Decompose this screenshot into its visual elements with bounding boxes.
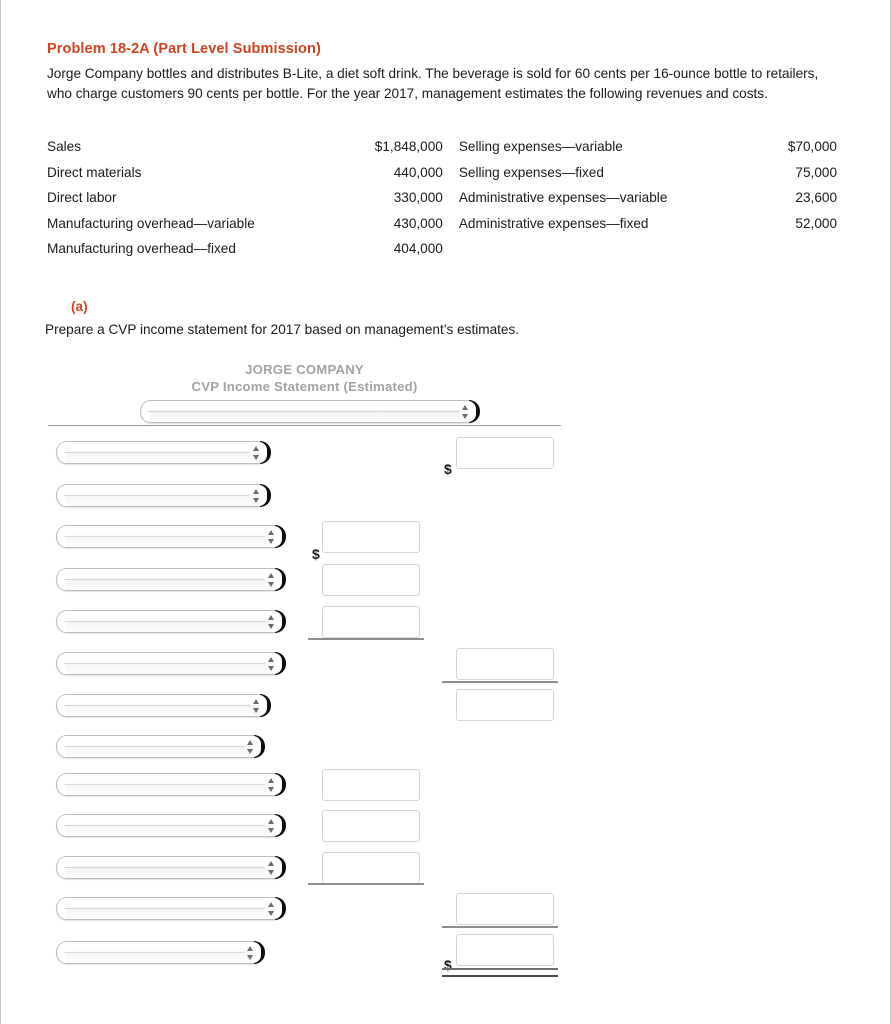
select-midline <box>64 867 265 868</box>
dollar-sign-1: $ <box>444 461 452 477</box>
amount-input-right-6[interactable] <box>456 648 554 680</box>
amount-input-right-1[interactable] <box>456 437 554 469</box>
table-row <box>47 185 837 211</box>
fact-label-left: Manufacturing overhead—variable <box>47 215 255 231</box>
subtotal-rule-mid-2 <box>308 883 424 885</box>
chevron-updown-icon <box>246 739 255 755</box>
chevron-updown-icon <box>267 860 276 876</box>
fact-label-right <box>459 236 735 262</box>
select-midline <box>64 784 265 785</box>
select-midline <box>64 825 265 826</box>
fact-label-right: Selling expenses—fixed <box>458 164 604 180</box>
select-midline <box>64 746 244 747</box>
table-row <box>47 236 837 262</box>
chevron-updown-icon <box>252 445 261 461</box>
fact-label-left: Sales <box>47 139 82 155</box>
fact-label-right: Administrative expenses—variable <box>458 190 668 206</box>
amount-input-right-7[interactable] <box>456 689 554 721</box>
line-item-select-4[interactable] <box>56 568 284 591</box>
amount-input-right-13[interactable] <box>456 934 554 966</box>
amount-input-right-12[interactable] <box>456 893 554 925</box>
select-midline <box>64 621 265 622</box>
line-item-select-6[interactable] <box>56 652 284 675</box>
fact-value-right: 75,000 <box>795 164 837 180</box>
chevron-updown-icon <box>267 572 276 588</box>
chevron-updown-icon <box>246 945 255 961</box>
fact-label-left: Direct labor <box>47 190 117 206</box>
statement-title: CVP Income Statement (Estimated) <box>191 379 418 394</box>
select-midline <box>64 705 250 706</box>
fact-value-right: 52,000 <box>795 215 837 231</box>
select-midline <box>64 908 265 909</box>
line-item-select-13[interactable] <box>56 941 263 964</box>
fact-label-left: Direct materials <box>47 164 142 180</box>
line-item-select-12[interactable] <box>56 897 284 920</box>
amount-input-mid-10[interactable] <box>322 810 420 842</box>
amount-input-mid-11[interactable] <box>322 852 420 884</box>
fact-label-right: Administrative expenses—fixed <box>458 215 649 231</box>
chevron-updown-icon <box>252 488 261 504</box>
dollar-sign-3: $ <box>444 957 452 973</box>
grand-total-double-rule <box>442 968 558 977</box>
select-midline <box>148 411 459 412</box>
chevron-updown-icon <box>267 656 276 672</box>
select-midline <box>64 452 250 453</box>
estimates-table <box>47 134 837 262</box>
statement-top-rule <box>48 425 561 426</box>
table-row <box>47 211 837 237</box>
line-item-select-1[interactable] <box>56 441 269 464</box>
fact-value-left: $1,848,000 <box>374 139 443 155</box>
table-row <box>47 160 837 186</box>
fact-label-left: Manufacturing overhead—fixed <box>47 241 236 257</box>
fact-label-right: Selling expenses—variable <box>458 139 623 155</box>
select-midline <box>64 663 265 664</box>
chevron-updown-icon <box>267 777 276 793</box>
chevron-updown-icon <box>267 901 276 917</box>
chevron-updown-icon <box>267 529 276 545</box>
chevron-updown-icon <box>252 698 261 714</box>
select-midline <box>64 579 265 580</box>
line-item-select-5[interactable] <box>56 610 284 633</box>
line-item-select-9[interactable] <box>56 773 284 796</box>
fact-value-left: 440,000 <box>393 164 443 180</box>
amount-input-mid-3[interactable] <box>322 521 420 553</box>
part-a-instruction: Prepare a CVP income statement for 2017 based on management’s estimates. <box>45 322 520 337</box>
statement-company-name: JORGE COMPANY <box>245 362 364 377</box>
dollar-sign-2: $ <box>312 546 320 562</box>
select-midline <box>64 495 250 496</box>
line-item-select-10[interactable] <box>56 814 284 837</box>
page-title: Problem 18-2A (Part Level Submission) <box>47 41 321 57</box>
chevron-updown-icon <box>267 614 276 630</box>
amount-input-mid-5[interactable] <box>322 606 420 638</box>
part-a-label: (a) <box>71 299 88 314</box>
line-item-select-11[interactable] <box>56 856 284 879</box>
amount-input-mid-9[interactable] <box>322 769 420 801</box>
line-item-select-8[interactable] <box>56 735 263 758</box>
table-row <box>47 134 837 160</box>
subtotal-rule-right-1 <box>442 681 558 683</box>
chevron-updown-icon <box>267 818 276 834</box>
subtotal-rule-right-2 <box>442 926 558 928</box>
fact-value-left: 330,000 <box>393 190 443 206</box>
line-item-select-7[interactable] <box>56 694 269 717</box>
fact-value-right <box>735 236 837 262</box>
fact-value-right: $70,000 <box>787 139 837 155</box>
line-item-select-3[interactable] <box>56 525 284 548</box>
select-midline <box>64 952 244 953</box>
fact-value-right: 23,600 <box>795 190 837 206</box>
fact-value-left: 430,000 <box>393 215 443 231</box>
select-midline <box>64 536 265 537</box>
fact-value-left: 404,000 <box>393 241 443 257</box>
line-item-select-2[interactable] <box>56 484 269 507</box>
statement-header-select[interactable] <box>140 400 478 423</box>
problem-description: Jorge Company bottles and distributes B-Lite, a diet soft drink. The beverage is sold for 60 cents per 16-ounce bottle to retailers, who charge customers 90 cents per bottle. For the year 2017, management estimates the following revenues and costs. <box>47 66 819 101</box>
amount-input-mid-4[interactable] <box>322 564 420 596</box>
chevron-updown-icon <box>461 404 470 420</box>
subtotal-rule-mid-1 <box>308 638 424 640</box>
